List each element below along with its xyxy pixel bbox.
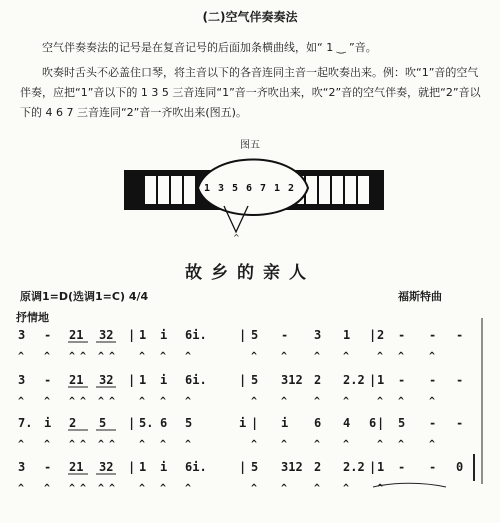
breath-mark: ^ bbox=[80, 439, 87, 450]
breath-mark: ^ bbox=[80, 483, 87, 494]
score-note: | bbox=[369, 460, 377, 474]
svg-text:6: 6 bbox=[246, 183, 253, 194]
score-note: - bbox=[398, 328, 406, 342]
score-note: 3 bbox=[314, 328, 322, 342]
score-note: | bbox=[239, 328, 247, 342]
score-note: 2 bbox=[377, 328, 385, 342]
svg-text:1: 1 bbox=[274, 183, 281, 194]
score-note: 312 bbox=[281, 460, 303, 474]
score-note: | bbox=[128, 460, 136, 474]
score-note: 5 bbox=[185, 416, 193, 430]
breath-mark: ^ bbox=[44, 351, 51, 362]
score-note: 21 bbox=[69, 328, 84, 342]
score-note: 5. bbox=[139, 416, 154, 430]
score-note: | bbox=[377, 416, 385, 430]
score-note: 6i. bbox=[185, 328, 207, 342]
breath-mark: ^ bbox=[377, 351, 384, 362]
score-note: - bbox=[281, 328, 289, 342]
score-note: 6 bbox=[314, 416, 322, 430]
score-note: i bbox=[160, 328, 168, 342]
breath-mark: ^ bbox=[281, 483, 288, 494]
score-note: 4 bbox=[343, 416, 351, 430]
breath-mark: ^ bbox=[18, 351, 25, 362]
breath-mark: ^ bbox=[429, 439, 436, 450]
score-note: 1 bbox=[139, 328, 147, 342]
score-note: 3 bbox=[18, 460, 26, 474]
breath-mark: ^ bbox=[185, 396, 192, 407]
score-note: 1 bbox=[139, 373, 147, 387]
score-note: - bbox=[398, 460, 406, 474]
paragraph-example: 吹奏时舌头不必盖住口琴，将主音以下的各音连同主音一起吹奏出来。例：吹“1”音的空气伴奏，应把“1”音以下的 1 3 5 三音连同“1”音一齐吹出来，吹“2”音的空气伴奏，就把“2”音以下的 4 6 7 三音连同“2”音一齐吹出来(图五)。 bbox=[20, 66, 481, 119]
score-note: | bbox=[239, 460, 247, 474]
breath-mark: ^ bbox=[139, 396, 146, 407]
score-note: 2.2 bbox=[343, 373, 365, 387]
score-note: - bbox=[429, 460, 437, 474]
breath-mark: ^ bbox=[251, 351, 258, 362]
score-note: 6i. bbox=[185, 373, 207, 387]
breath-mark: ^ bbox=[44, 439, 51, 450]
breath-mark: ^ bbox=[109, 439, 116, 450]
breath-mark: ^ bbox=[18, 396, 25, 407]
score-note: 5 bbox=[99, 416, 107, 430]
svg-text:^: ^ bbox=[233, 233, 240, 242]
score-note: - bbox=[429, 373, 437, 387]
score-note: 312 bbox=[281, 373, 303, 387]
score-note: 2.2 bbox=[343, 460, 365, 474]
score-note: 2 bbox=[314, 460, 322, 474]
score-note: | bbox=[369, 328, 377, 342]
score-note: 32 bbox=[99, 328, 114, 342]
breath-mark: ^ bbox=[69, 396, 76, 407]
breath-mark: ^ bbox=[109, 396, 116, 407]
breath-mark: ^ bbox=[185, 351, 192, 362]
score-note: - bbox=[398, 373, 406, 387]
svg-text:2: 2 bbox=[288, 183, 295, 194]
score-note: | bbox=[239, 373, 247, 387]
score-note: - bbox=[44, 328, 52, 342]
score-note: 6i. bbox=[185, 460, 207, 474]
svg-text:7: 7 bbox=[260, 183, 267, 194]
breath-mark: ^ bbox=[80, 351, 87, 362]
score-note: i bbox=[160, 373, 168, 387]
svg-text:3: 3 bbox=[218, 183, 225, 194]
svg-text:1: 1 bbox=[204, 183, 211, 194]
score-note: - bbox=[456, 328, 464, 342]
breath-mark: ^ bbox=[109, 483, 116, 494]
score-note: 5 bbox=[251, 460, 259, 474]
score-note: - bbox=[44, 460, 52, 474]
breath-mark: ^ bbox=[160, 396, 167, 407]
breath-mark: ^ bbox=[139, 351, 146, 362]
score-note: 5 bbox=[398, 416, 406, 430]
score-note: - bbox=[456, 373, 464, 387]
breath-mark: ^ bbox=[343, 439, 350, 450]
score-note: i bbox=[239, 416, 247, 430]
breath-mark: ^ bbox=[18, 439, 25, 450]
time-signature: 4/4 bbox=[128, 290, 149, 303]
breath-mark: ^ bbox=[98, 351, 105, 362]
breath-mark: ^ bbox=[377, 483, 384, 494]
score-note: i bbox=[281, 416, 289, 430]
breath-mark: ^ bbox=[281, 396, 288, 407]
score-note: - bbox=[44, 373, 52, 387]
score-note: | bbox=[369, 373, 377, 387]
score-note: 1 bbox=[377, 460, 385, 474]
breath-mark: ^ bbox=[343, 483, 350, 494]
breath-mark: ^ bbox=[377, 439, 384, 450]
breath-mark: ^ bbox=[98, 483, 105, 494]
score-note: | bbox=[128, 328, 136, 342]
breath-mark: ^ bbox=[69, 439, 76, 450]
breath-mark: ^ bbox=[98, 396, 105, 407]
breath-mark: ^ bbox=[139, 483, 146, 494]
breath-mark: ^ bbox=[160, 351, 167, 362]
score-note: 6 bbox=[160, 416, 168, 430]
breath-mark: ^ bbox=[398, 396, 405, 407]
score-note: | bbox=[128, 373, 136, 387]
score-note: 2 bbox=[314, 373, 322, 387]
breath-mark: ^ bbox=[281, 351, 288, 362]
breath-mark: ^ bbox=[314, 396, 321, 407]
breath-mark: ^ bbox=[343, 396, 350, 407]
breath-mark: ^ bbox=[80, 396, 87, 407]
breath-mark: ^ bbox=[139, 439, 146, 450]
score-note: 0 bbox=[456, 460, 464, 474]
breath-mark: ^ bbox=[160, 439, 167, 450]
paragraph-notation: 空气伴奏奏法的记号是在复音记号的后面加条横曲线，如“ 1 ‿ ”音。 bbox=[42, 41, 377, 54]
breath-mark: ^ bbox=[398, 439, 405, 450]
breath-mark: ^ bbox=[343, 351, 350, 362]
score-note: | bbox=[251, 416, 259, 430]
score-note: 3 bbox=[18, 328, 26, 342]
song-composer: 福斯特曲 bbox=[398, 290, 442, 303]
score-note: - bbox=[429, 416, 437, 430]
song-tempo: 抒情地 bbox=[16, 311, 49, 324]
song-title: 故乡的亲人 bbox=[185, 263, 315, 283]
breath-mark: ^ bbox=[314, 351, 321, 362]
breath-mark: ^ bbox=[251, 396, 258, 407]
breath-mark: ^ bbox=[314, 483, 321, 494]
breath-mark: ^ bbox=[314, 439, 321, 450]
breath-mark: ^ bbox=[44, 396, 51, 407]
score-note: 21 bbox=[69, 460, 84, 474]
breath-mark: ^ bbox=[185, 439, 192, 450]
breath-mark: ^ bbox=[398, 351, 405, 362]
score-note: - bbox=[456, 416, 464, 430]
section-title: (二)空气伴奏奏法 bbox=[202, 10, 298, 24]
breath-mark: ^ bbox=[185, 483, 192, 494]
score-note: 1 bbox=[377, 373, 385, 387]
score-note: 5 bbox=[251, 328, 259, 342]
breath-mark: ^ bbox=[69, 351, 76, 362]
breath-mark: ^ bbox=[281, 439, 288, 450]
score-note: i bbox=[160, 460, 168, 474]
breath-mark: ^ bbox=[251, 439, 258, 450]
score-note: 3 bbox=[18, 373, 26, 387]
key-text: 原调1=D(选调1=C) bbox=[20, 290, 125, 303]
score-note: 32 bbox=[99, 373, 114, 387]
score-note: 6 bbox=[369, 416, 377, 430]
breath-mark: ^ bbox=[44, 483, 51, 494]
score-note: 1 bbox=[343, 328, 351, 342]
breath-mark: ^ bbox=[98, 439, 105, 450]
breath-mark: ^ bbox=[377, 396, 384, 407]
score-note: 32 bbox=[99, 460, 114, 474]
breath-mark: ^ bbox=[69, 483, 76, 494]
score-note: 5 bbox=[251, 373, 259, 387]
score-note: i bbox=[44, 416, 52, 430]
figure-label: 图五 bbox=[240, 140, 260, 151]
score-note: 7. bbox=[18, 416, 33, 430]
breath-mark: ^ bbox=[160, 483, 167, 494]
breath-mark: ^ bbox=[429, 351, 436, 362]
breath-mark: ^ bbox=[18, 483, 25, 494]
score-note: 2 bbox=[69, 416, 77, 430]
breath-mark: ^ bbox=[429, 396, 436, 407]
score-note: | bbox=[128, 416, 136, 430]
svg-text:5: 5 bbox=[232, 183, 239, 194]
tie-curve bbox=[373, 483, 446, 487]
score-note: 21 bbox=[69, 373, 84, 387]
score-note: 1 bbox=[139, 460, 147, 474]
score-note: - bbox=[429, 328, 437, 342]
breath-mark: ^ bbox=[109, 351, 116, 362]
breath-mark: ^ bbox=[251, 483, 258, 494]
